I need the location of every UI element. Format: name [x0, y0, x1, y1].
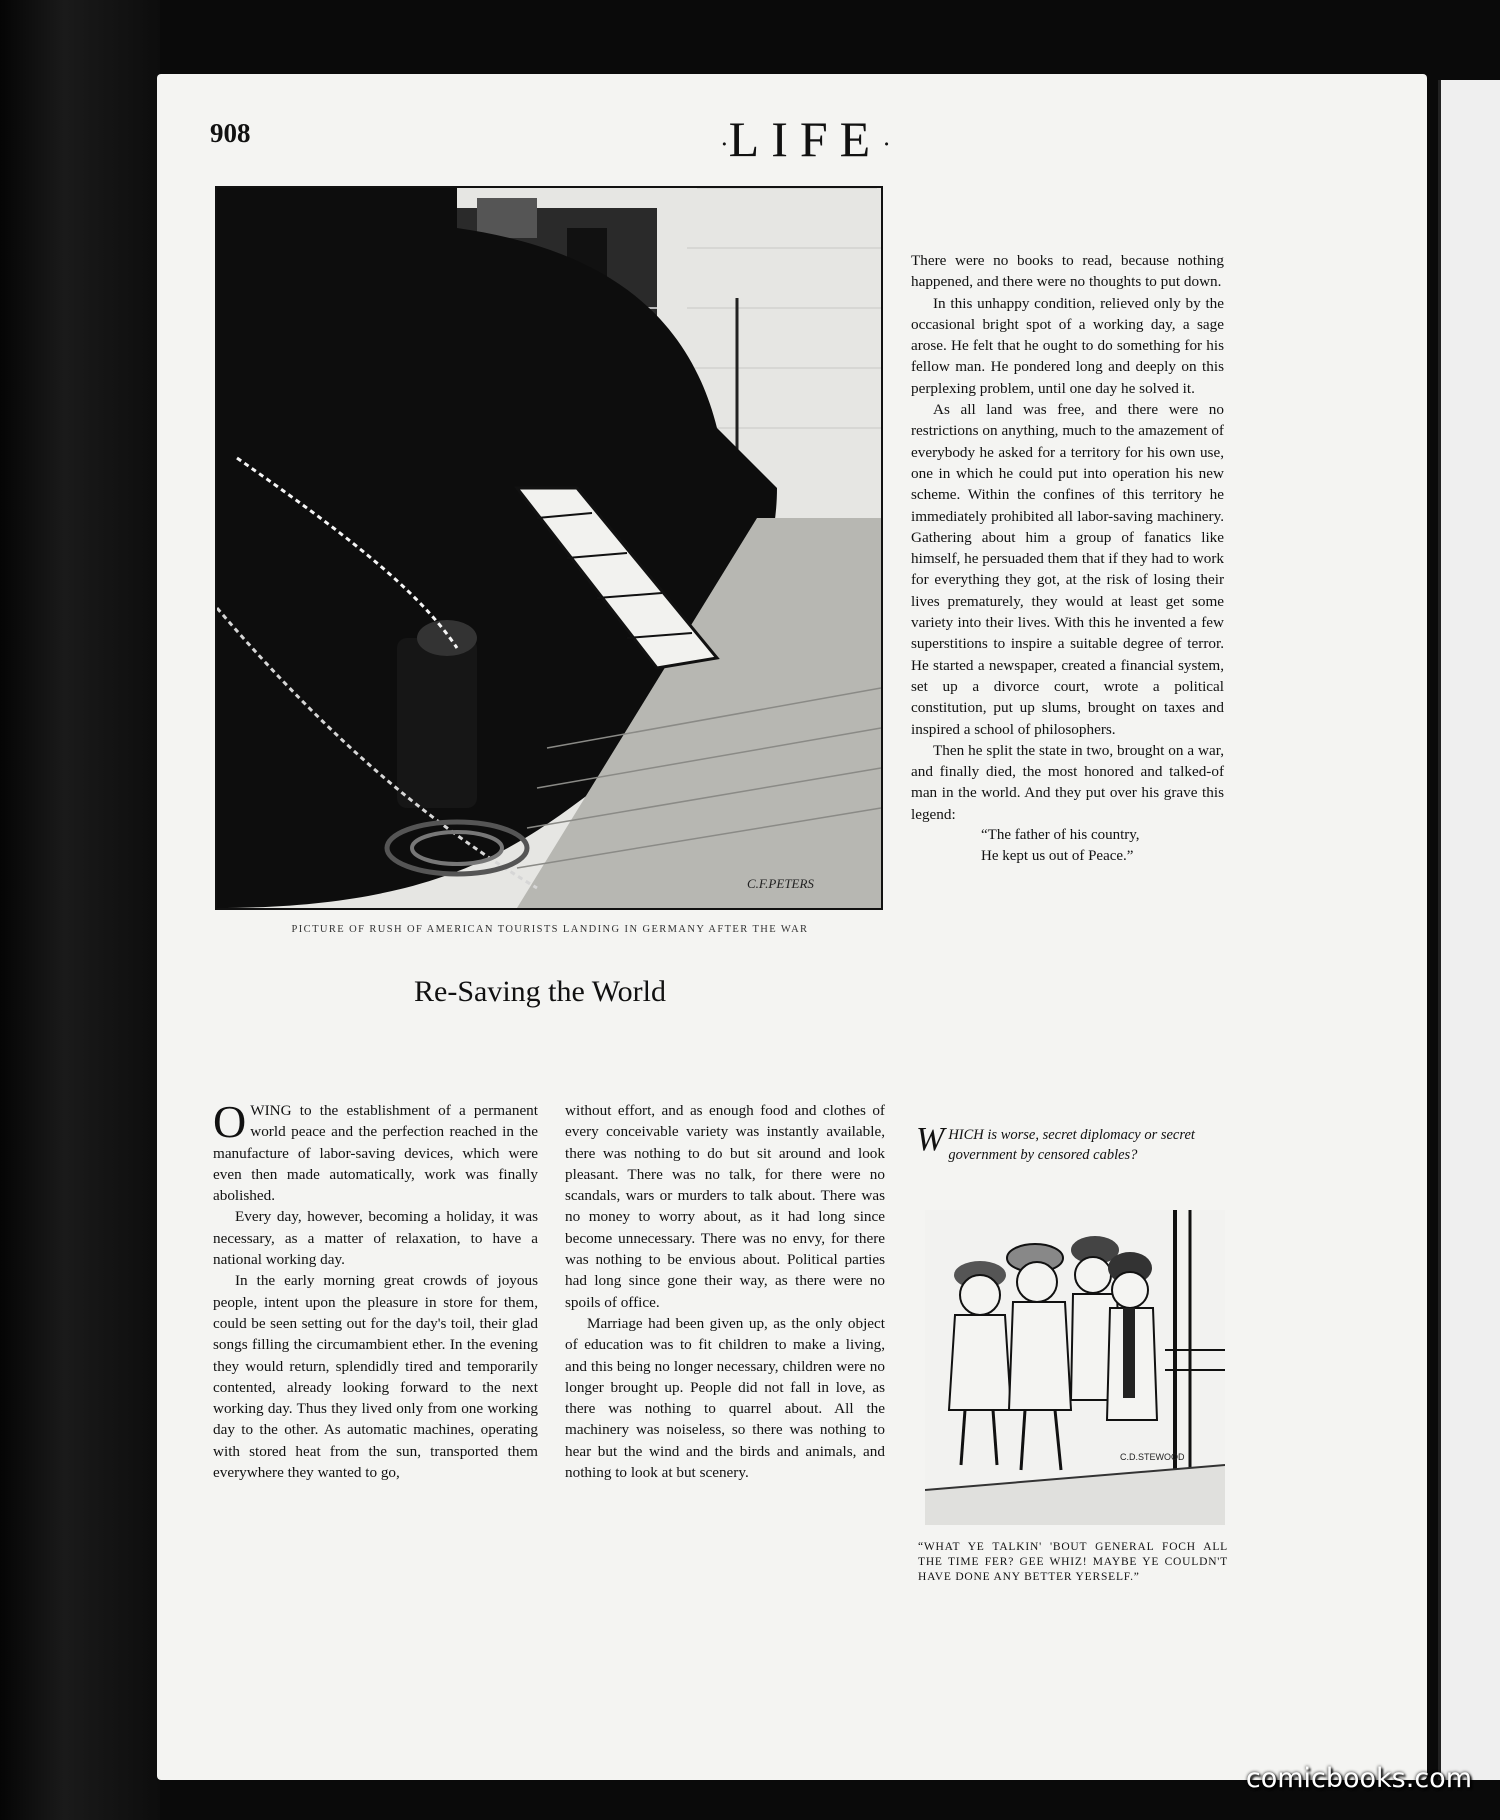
article-paragraph: without effort, and as enough food and clothes of every conceivable variety was instantly available, there was nothing to do but sit around and look pleasant. There was no talk, for there were no scandals, wars or murders to talk about. There was no money to worry about, as it had long since become unnecessary. There was no envy, for there was nothing to be envious about. Political parties had long since gone their way, as there were no spoils of office. [565, 1102, 885, 1311]
article-title: Re-Saving the World [414, 975, 666, 1008]
article-paragraph: There were no books to read, because nothing happened, and there were no thoughts to put down. [911, 252, 1224, 291]
aside-initial: W [916, 1121, 945, 1158]
illustration-signature: C.F.PETERS [747, 876, 814, 891]
page-number: 908 [210, 118, 251, 148]
masthead-dot-right: · [882, 129, 891, 159]
cartoon-signature: C.D.STEWOOD [1120, 1452, 1185, 1462]
ship-illustration [215, 186, 883, 910]
article-column-2 [565, 1100, 885, 1483]
watermark: comicbooks.com [1245, 1763, 1472, 1794]
article-paragraph: Every day, however, becoming a holiday, it was necessary, as a matter of relaxation, to have a national working day. [213, 1208, 538, 1269]
article-paragraph [213, 1096, 538, 1206]
adjacent-page-edge [1438, 80, 1500, 1780]
article-paragraph: Marriage had been given up, as the only object of education was to fit children to make a living, and this being no longer necessary, children were no longer brought up. People did not fall in love, as there was nothing to quarrel about. All the machinery was noiseless, so there was nothing to hear but the wind and the birds and animals, and nothing to look at but scenery. [565, 1314, 885, 1482]
masthead-dot-left: · [720, 129, 729, 159]
editorial-aside [916, 1121, 1226, 1165]
article-column-3 [911, 250, 1224, 867]
boys-cartoon [925, 1210, 1225, 1525]
masthead-title: LIFE [728, 111, 883, 167]
article-paragraph: In this unhappy condition, relieved only by the occasional bright spot of a working day, a sage arose. He felt that he ought to do something for his fellow man. He pondered long and deeply on this perplexing problem, until one day he solved it. [911, 294, 1224, 397]
drop-cap: O [213, 1096, 247, 1147]
article-paragraph: As all land was free, and there were no restrictions on anything, much to the amazement of everybody he asked for a territory for his own use, one in which he could put into operation his new scheme. Within the confines of this territory he immediately prohibited all labor-saving machinery. Gathering about him a group of fanatics like himself, he persuaded them that if they had to work for everything they got, at the risk of losing their lives prematurely, they would at least get some variety into their lives. With this he invented a few superstitions to inspire a suitable degree of terror. He started a newspaper, created a financial system, set up a divorce court, wrote a political constitution, put up slums, brought on taxes and inspired a school of philosophers. [911, 401, 1224, 738]
illustration-caption: PICTURE OF RUSH OF AMERICAN TOURISTS LANDING IN GERMANY AFTER THE WAR [291, 924, 809, 935]
aside-text: HICH is worse, secret diplomacy or secret government by censored cables? [948, 1127, 1195, 1163]
cartoon-caption: “WHAT YE TALKIN' 'BOUT GENERAL FOCH ALL THE TIME FER? GEE WHIZ! MAYBE YE COULDN'T HAVE DONE ANY BETTER YERSELF.” [918, 1541, 1228, 1583]
cartoon-drawing [925, 1210, 1225, 1525]
paragraph-text: WING to the establishment of a permanent world peace and the perfection reached in the manufacture of labor-saving devices, which were even then made automatically, work was finally abolished. [213, 1102, 538, 1205]
masthead [720, 110, 891, 168]
article-paragraph: In the early morning great crowds of joyous people, intent upon the pleasure in store for them, could be seen setting out for the day's toil, their glad songs filling the circumambient ether. In the evening they would return, splendidly tired and temporarily contented, already looking forward to the next working day. Thus they lived only from one working day to the other. As automatic machines, operating with stored heat from the sun, transported them everywhere they wanted to go, [213, 1272, 538, 1482]
poem-line: “The father of his country, [981, 827, 1140, 844]
poem-line: He kept us out of Peace.” [981, 848, 1134, 865]
article-paragraph: Then he split the state in two, brought on a war, and finally died, the most honored and talked-of man in the world. And they put over his grave this legend: [911, 741, 1224, 823]
ship-drawing [217, 188, 881, 908]
scan-edge [0, 0, 160, 1820]
article-column-1 [213, 1096, 538, 1483]
